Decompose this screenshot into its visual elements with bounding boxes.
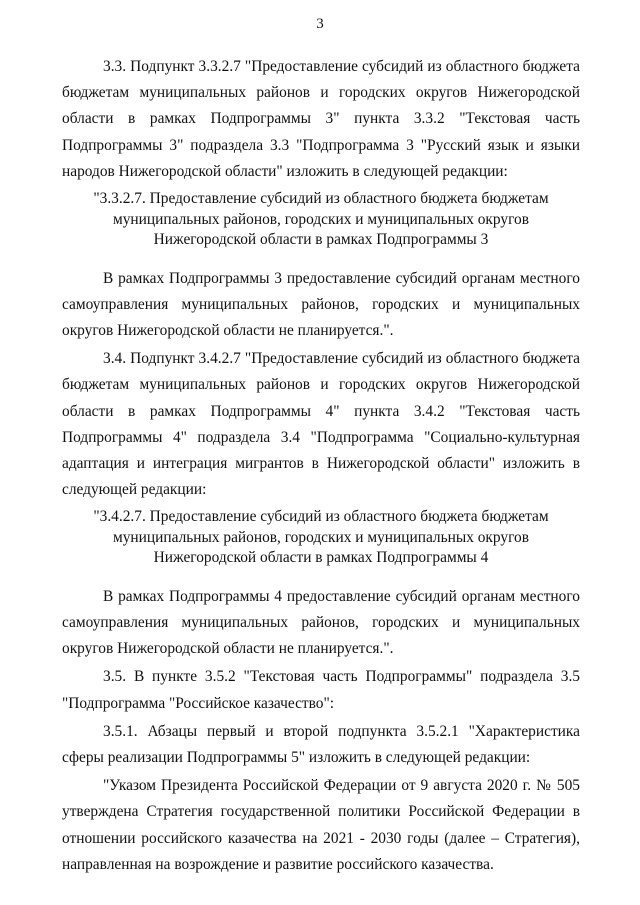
paragraph-3-3-subsidies: В рамках Подпрограммы 3 предоставление субсидий органам местного самоуправления муниципальных районов, городских и муниципальных округов Нижегородской области не планируется.". [62, 269, 580, 339]
page-number: 3 [316, 16, 324, 32]
document-body [62, 54, 580, 878]
paragraph-3-4: 3.4. Подпункт 3.4.2.7 "Предоставление субсидий из областного бюджета бюджетам муниципальных районов и городских округов Нижегородской области в рамках Подпрограммы 4" пункта 3.4.2 "Текстовая часть Подпрограммы 4" подраздела 3.4 "Подпрограмма "Социально-культурная адаптация и интеграция мигрантов в Нижегородской области" изложить в следующей редакции: [62, 350, 580, 499]
paragraph-3-5-1: 3.5.1. Абзацы первый и второй подпункта 3.5.2.1 "Характеристика сферы реализации Подпрограммы 5" изложить в следующей редакции: [62, 722, 580, 767]
paragraph-3-3: 3.3. Подпункт 3.3.2.7 "Предоставление субсидий из областного бюджета бюджетам муниципальных районов и городских округов Нижегородской области в рамках Подпрограммы 3" пункта 3.3.2 "Текстовая часть Подпрограммы 3" подраздела 3.3 "Подпрограмма 3 "Русский язык и языки народов Нижегородской области" изложить в следующей редакции: [62, 58, 580, 180]
paragraph-3-4-subsidies: В рамках Подпрограммы 4 предоставление субсидий органам местного самоуправления муниципальных районов, городских и муниципальных округов Нижегородской области не планируется.". [62, 587, 580, 658]
paragraph-strategy: "Указом Президента Российской Федерации от 9 августа 2020 г. № 505 утверждена Стратегия государственной политики Российской Федерации в отношении российского казачества на 2021 - 2030 годы (далее – Стратегия), направленная на возрождение и развитие российского казачества. [62, 777, 580, 873]
subheading-3-3-2-7: "3.3.2.7. Предоставление субсидий из областного бюджета бюджетам муниципальных районов, городских и муниципальных округов Нижегородской области в рамках Подпрограммы 3 [93, 190, 549, 249]
subheading-3-4-2-7: "3.4.2.7. Предоставление субсидий из областного бюджета бюджетам муниципальных районов, городских и муниципальных округов Нижегородской области в рамках Подпрограммы 4 [93, 508, 549, 567]
paragraph-3-5: 3.5. В пункте 3.5.2 "Текстовая часть Подпрограммы" подраздела 3.5 "Подпрограмма "Российское казачество": [62, 668, 580, 712]
